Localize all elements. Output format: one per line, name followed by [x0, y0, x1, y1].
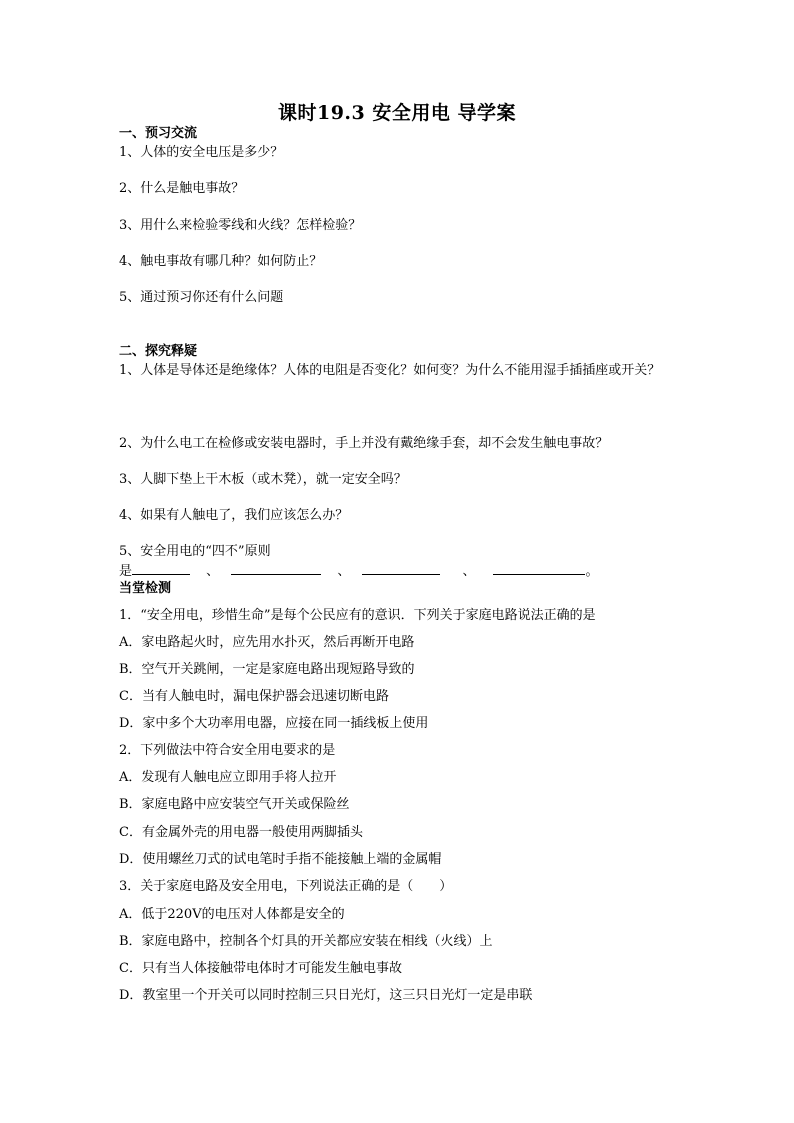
- blank-end: 。: [585, 564, 599, 579]
- blank-separator: 、: [462, 564, 476, 579]
- four-no-principle-blanks: [119, 561, 599, 580]
- test-line: B．空气开关跳闸，一定是家庭电路出现短路导致的: [119, 662, 415, 677]
- explore-question-2: 2、为什么电工在检修或安装电器时，手上并没有戴绝缘手套，却不会发生触电事故？: [119, 436, 609, 451]
- document-title: 课时19.3 安全用电 导学案: [277, 102, 516, 124]
- test-line: A．家电路起火时，应先用水扑灭，然后再断开电路: [119, 635, 415, 650]
- explore-question-1: 1、人体是导体还是绝缘体？人体的电阻是否变化？如何变？为什么不能用湿手插插座或开关？: [119, 363, 661, 378]
- test-line: B．家庭电路中，控制各个灯具的开关都应安装在相线（火线）上: [119, 934, 493, 949]
- test-line: 3．关于家庭电路及安全用电，下列说法正确的是（ ）: [119, 879, 453, 894]
- test-line: D．使用螺丝刀式的试电笔时手指不能接触上端的金属帽: [119, 852, 442, 867]
- explore-question-4: 4、如果有人触电了，我们应该怎么办？: [119, 508, 349, 523]
- blank-separator: 、: [337, 564, 351, 579]
- test-line: A．低于220V的电压对人体都是安全的: [119, 907, 345, 922]
- test-line: 2．下列做法中符合安全用电要求的是: [119, 743, 336, 758]
- blank-prefix: 是: [119, 564, 133, 579]
- test-line: A．发现有人触电应立即用手将人拉开: [119, 770, 337, 785]
- answer-blank-1[interactable]: [132, 561, 190, 575]
- test-line: B．家庭电路中应安装空气开关或保险丝: [119, 797, 350, 812]
- section-heading-test: 当堂检测: [119, 581, 172, 596]
- answer-blank-4[interactable]: [493, 561, 585, 575]
- test-line: C．当有人触电时，漏电保护器会迅速切断电路: [119, 689, 389, 704]
- blank-separator: 、: [206, 564, 220, 579]
- section-heading-explore: 二、探究释疑: [119, 344, 198, 359]
- answer-blank-3[interactable]: [362, 561, 440, 575]
- test-line: C．只有当人体接触带电体时才可能发生触电事故: [119, 961, 402, 976]
- test-line: C．有金属外壳的用电器一般使用两脚插头: [119, 825, 363, 840]
- preview-question-1: 1、人体的安全电压是多少？: [119, 145, 284, 160]
- preview-question-3: 3、用什么来检验零线和火线？怎样检验？: [119, 218, 362, 233]
- preview-question-4: 4、触电事故有哪几种？如何防止？: [119, 254, 323, 269]
- explore-question-3: 3、人脚下垫上干木板（或木凳），就一定安全吗？: [119, 472, 407, 487]
- section-heading-preview: 一、预习交流: [119, 126, 198, 141]
- preview-question-2: 2、什么是触电事故？: [119, 181, 245, 196]
- answer-blank-2[interactable]: [231, 561, 321, 575]
- test-line: D．教室里一个开关可以同时控制三只日光灯，这三只日光灯一定是串联: [119, 988, 533, 1003]
- test-line: D．家中多个大功率用电器，应接在同一插线板上使用: [119, 716, 429, 731]
- test-line: 1．“安全用电，珍惜生命”是每个公民应有的意识．下列关于家庭电路说法正确的是: [119, 608, 596, 623]
- explore-question-5: 5、安全用电的“四不”原则: [119, 544, 271, 559]
- preview-question-5: 5、通过预习你还有什么问题: [119, 290, 284, 305]
